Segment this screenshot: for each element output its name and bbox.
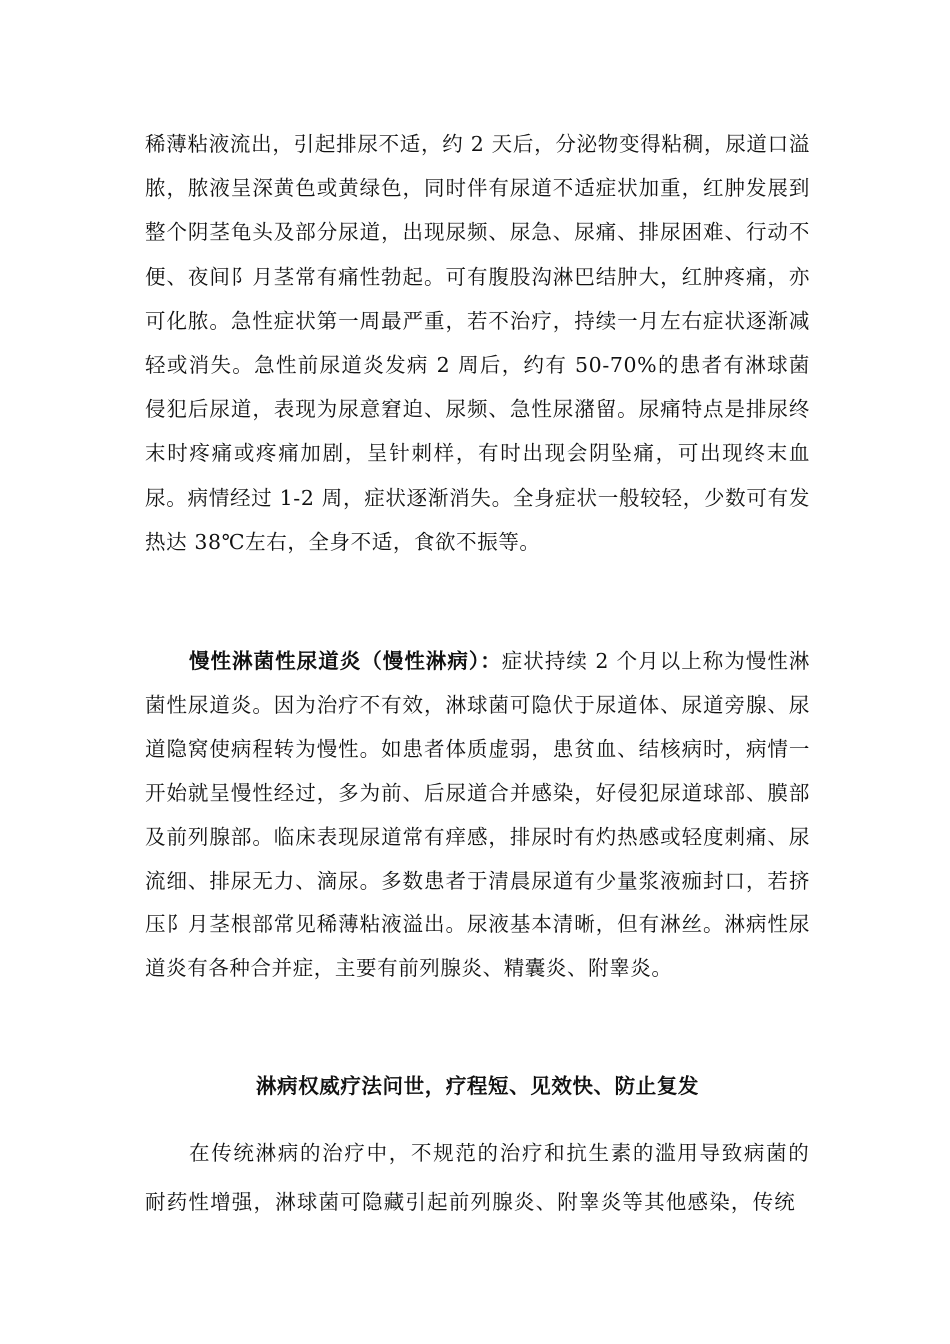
paragraph-treatment-intro: 在传统淋病的治疗中，不规范的治疗和抗生素的滥用导致病菌的耐药性增强，淋球菌可隐藏引起前列腺炎、附睾炎等其他感染，传统 [145, 1141, 810, 1214]
section-heading: 淋病权威疗法问世，疗程短、见效快、防止复发 [255, 1074, 700, 1098]
paragraph-lead-heading: 慢性淋菌性尿道炎（慢性淋病）： [189, 649, 502, 673]
paragraph-body-text: 症状持续 2 个月以上称为慢性淋菌性尿道炎。因为治疗不有效，淋球菌可隐伏于尿道体、尿道旁腺、尿道隐窝使病程转为慢性。如患者体质虚弱，患贫血、结核病时，病情一开始就呈慢性经过，多为前、后尿道合并感染，好侵犯尿道球部、膜部及前列腺部。临床表现尿道常有痒感，排尿时有灼热感或轻度刺痛、尿流细、排尿无力、滴尿。多数患者于清晨尿道有少量浆液痂封口，若挤压阝月茎根部常见稀薄粘液溢出。尿液基本清晰，但有淋丝。淋病性尿道炎有各种合并症，主要有前列腺炎、精囊炎、附睾炎。 [145, 649, 810, 981]
paragraph-chronic-gonorrhea [145, 640, 810, 991]
paragraph-acute-symptoms: 稀薄粘液流出，引起排尿不适，约 2 天后，分泌物变得粘稠，尿道口溢脓，脓液呈深黄色或黄绿色，同时伴有尿道不适症状加重，红肿发展到整个阴茎龟头及部分尿道，出现尿频、尿急、尿痛、排尿困难、行动不便、夜间阝月茎常有痛性勃起。可有腹股沟淋巴结肿大，红肿疼痛，亦可化脓。急性症状第一周最严重，若不治疗，持续一月左右症状逐渐减轻或消失。急性前尿道炎发病 2 周后，约有 50-70%的患者有淋球菌侵犯后尿道，表现为尿意窘迫、尿频、急性尿潴留。尿痛特点是排尿终末时疼痛或疼痛加剧，呈针刺样，有时出现会阴坠痛，可出现终末血尿。病情经过 1-2 周，症状逐渐消失。全身症状一般较轻，少数可有发热达 38℃左右，全身不适，食欲不振等。 [145, 132, 810, 554]
